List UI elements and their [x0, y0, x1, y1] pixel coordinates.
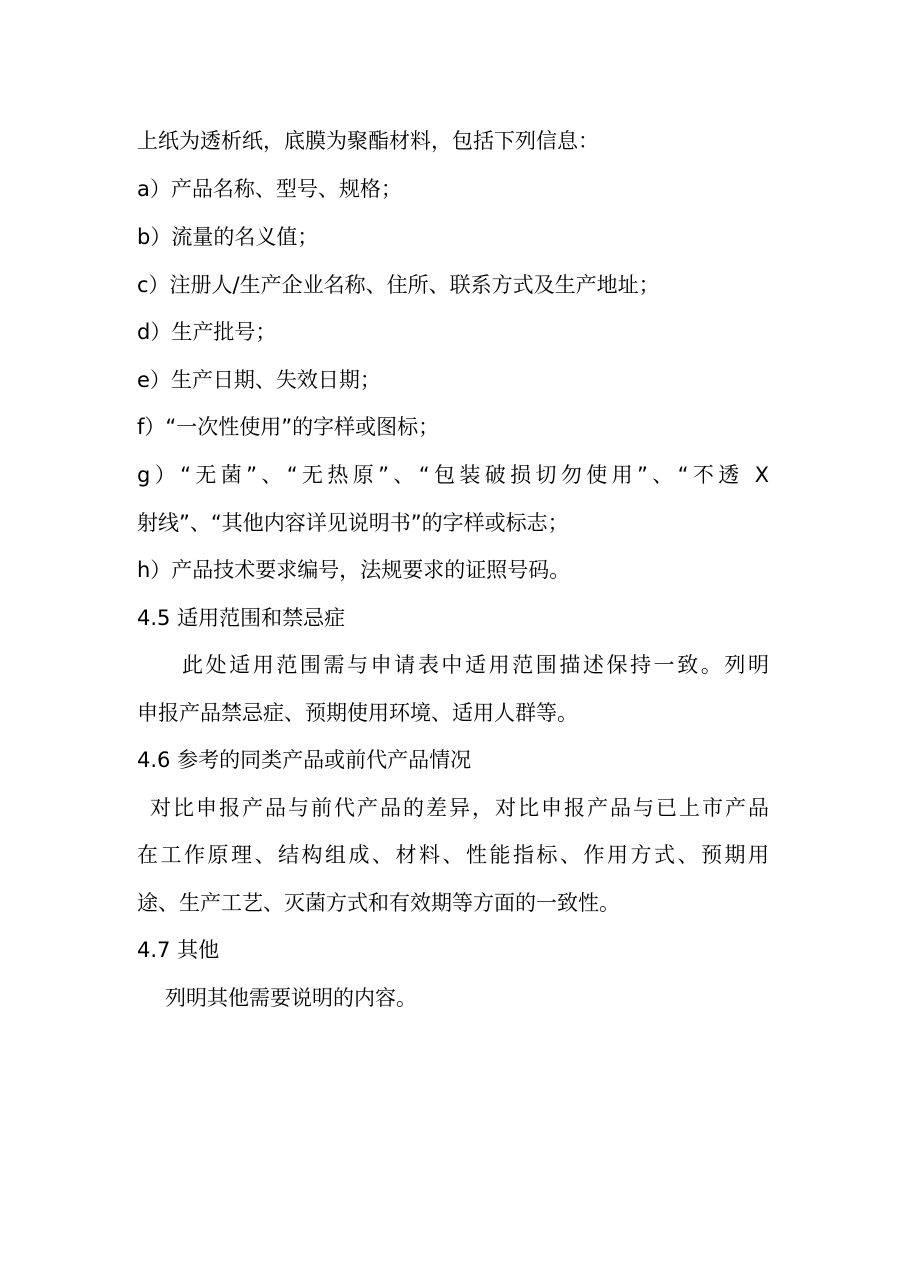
intro-line: 上纸为透析纸，底膜为聚酯材料，包括下列信息：	[137, 129, 599, 153]
list-item-a: a）产品名称、型号、规格；	[137, 177, 402, 201]
section-4-5-paragraph-line-1: 此处适用范围需与申请表中适用范围描述保持一致。列明	[182, 653, 769, 677]
section-4-5-heading: 4.5 适用范围和禁忌症	[137, 606, 346, 630]
list-item-d: d）生产批号；	[137, 320, 277, 344]
list-item-f: f）“一次性使用”的字样或图标；	[137, 415, 440, 439]
list-item-b: b）流量的名义值；	[137, 225, 319, 249]
list-item-g-continued: 射线”、“其他内容详见说明书”的字样或标志；	[137, 511, 569, 535]
section-4-6-paragraph-line-2: 在工作原理、结构组成、材料、性能指标、作用方式、预期用	[137, 843, 769, 867]
list-item-g: g）“无菌”、“无热原”、“包装破损切勿使用”、“不透 X	[137, 463, 769, 487]
list-item-h: h）产品技术要求编号，法规要求的证照号码。	[137, 558, 571, 582]
section-4-6-paragraph-line-3: 途、生产工艺、灭菌方式和有效期等方面的一致性。	[137, 891, 620, 915]
section-4-6-paragraph-line-1: 对比申报产品与前代产品的差异，对比申报产品与已上市产品	[150, 796, 769, 820]
list-item-c: c）注册人/生产企业名称、住所、联系方式及生产地址；	[137, 273, 660, 297]
list-item-e: e）生产日期、失效日期；	[137, 368, 381, 392]
section-4-6-heading: 4.6 参考的同类产品或前代产品情况	[137, 748, 472, 772]
section-4-7-paragraph-line-1: 列明其他需要说明的内容。	[165, 986, 417, 1010]
section-4-7-heading: 4.7 其他	[137, 938, 220, 962]
section-4-5-paragraph-line-2: 申报产品禁忌症、预期使用环境、适用人群等。	[137, 701, 578, 725]
